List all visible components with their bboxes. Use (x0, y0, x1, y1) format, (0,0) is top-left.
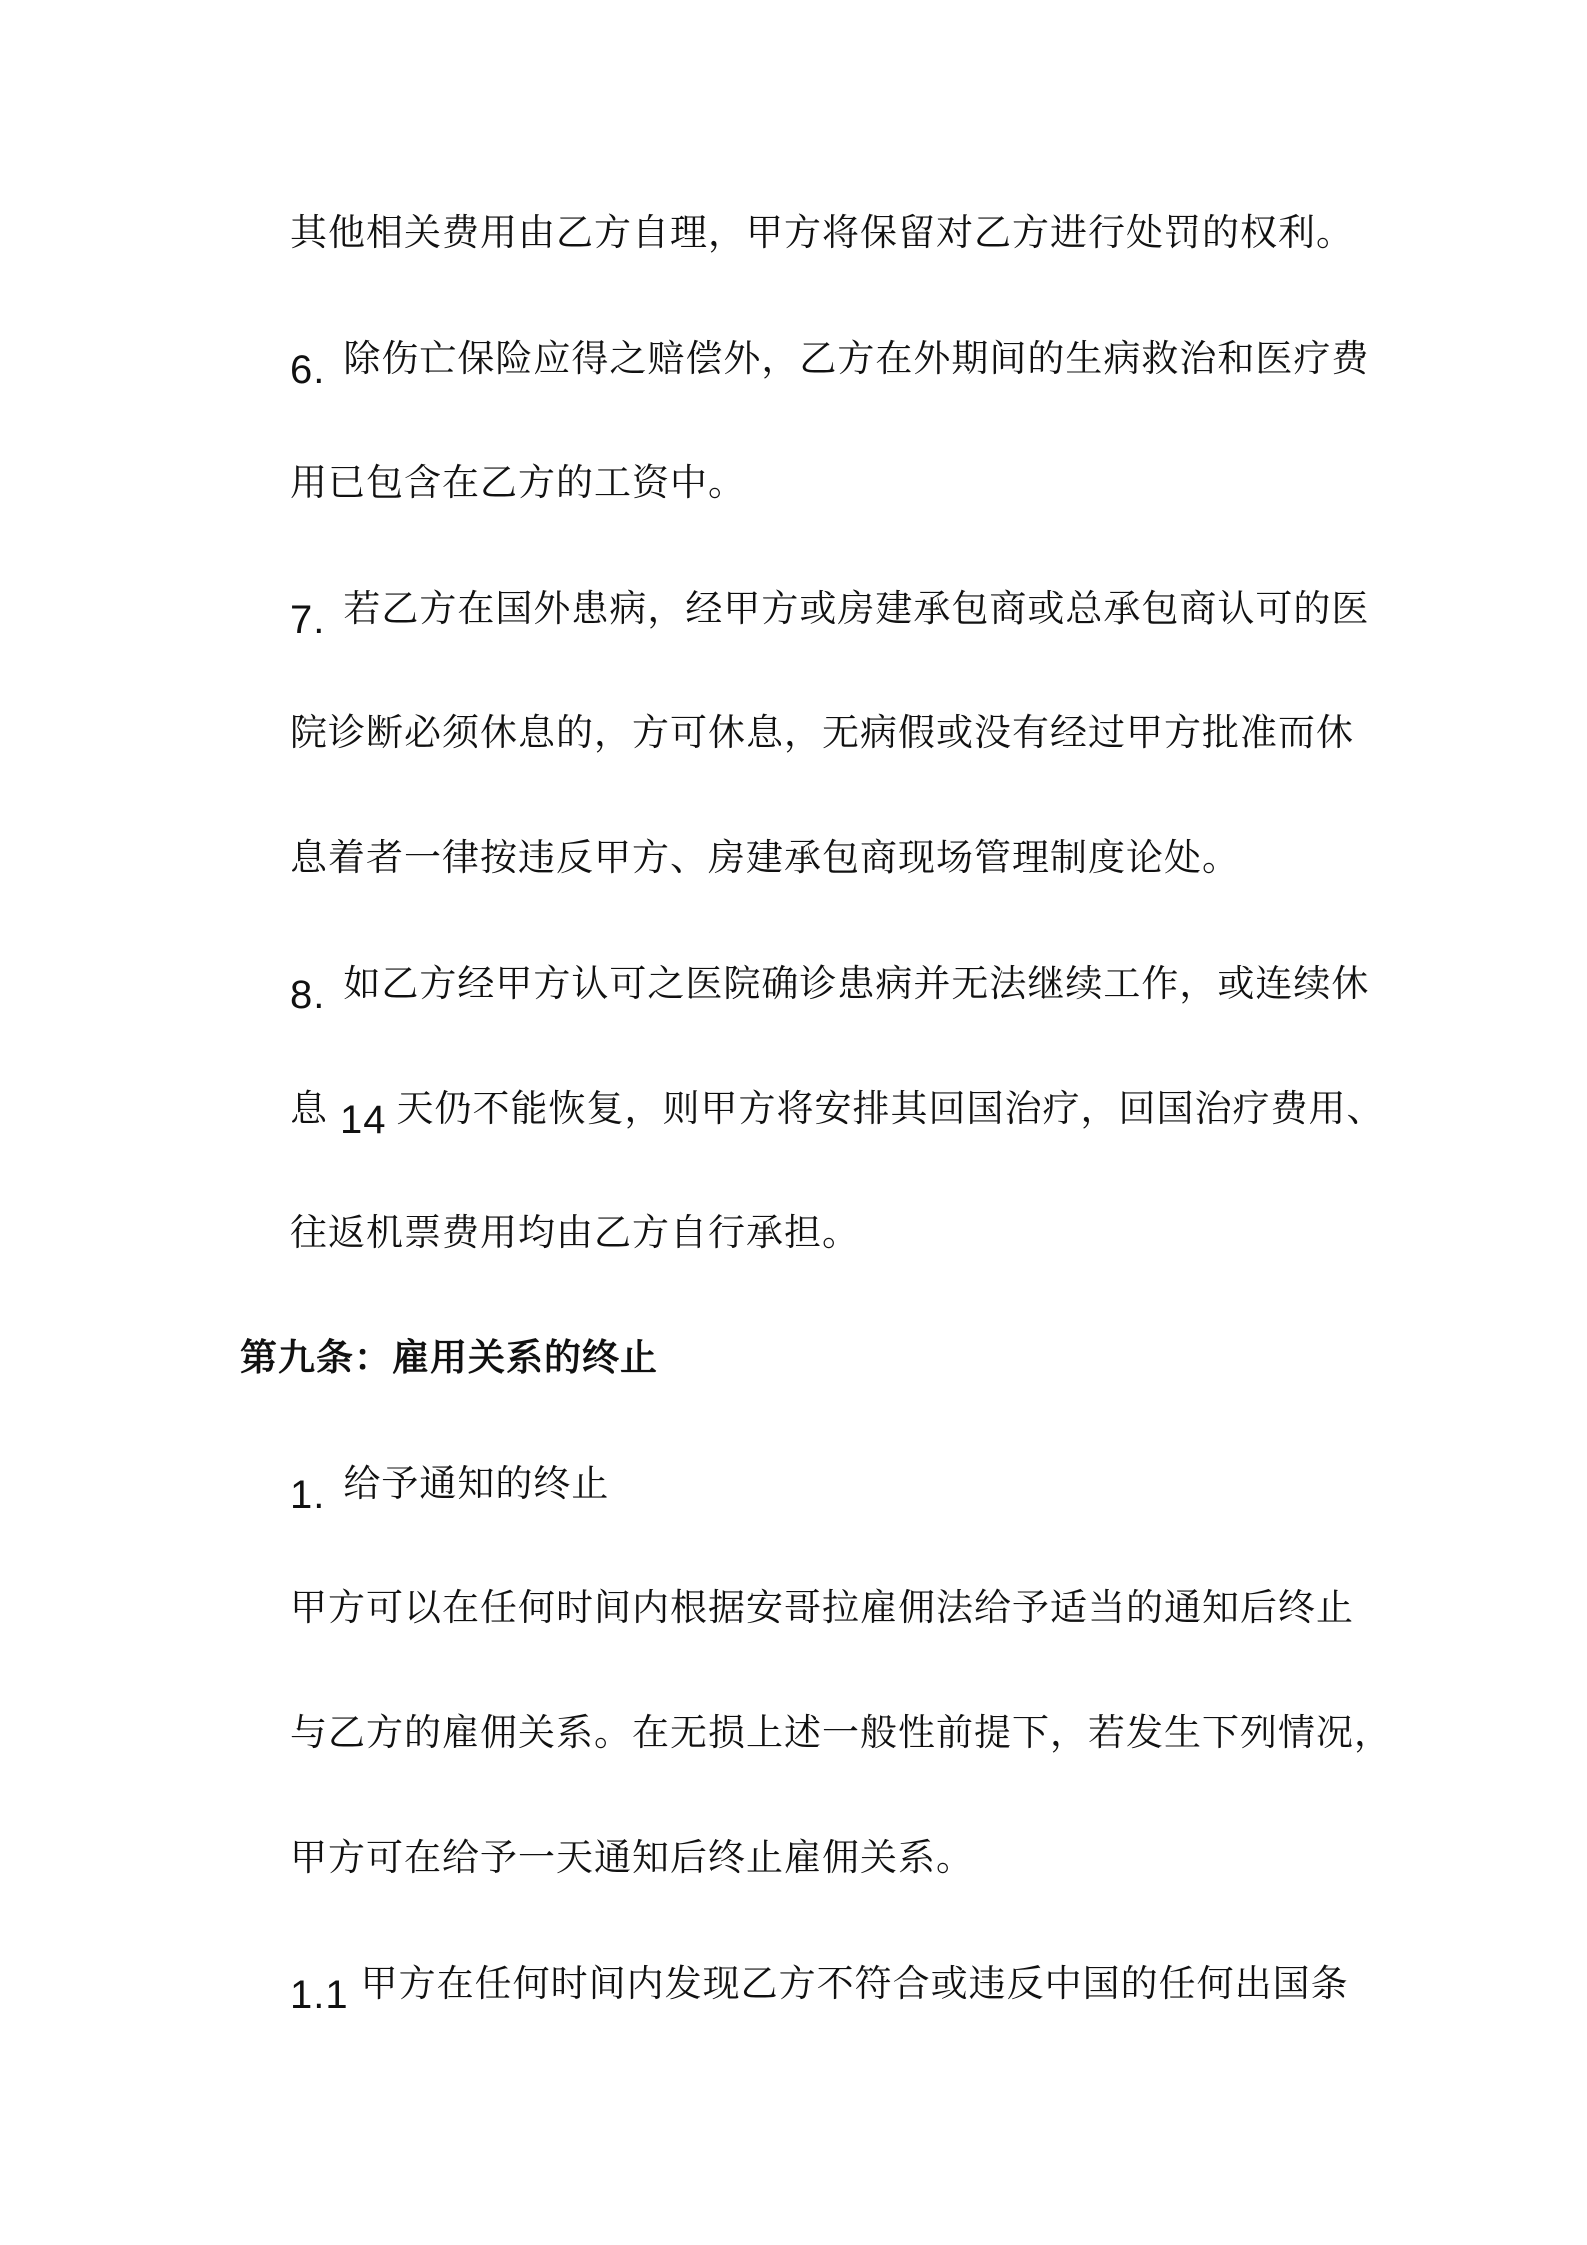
line-text: 甲方可以在任何时间内根据安哥拉雇佣法给予适当的通知后终止 (290, 1586, 1354, 1629)
paragraph-line (290, 1583, 1354, 1633)
paragraph-line (290, 1083, 1385, 1142)
list-item-7 (290, 583, 1370, 642)
paragraph-line (290, 1208, 1350, 1258)
item-number: 1.1 (290, 1973, 349, 2017)
line-text: 与乙方的雇佣关系。在无损上述一般性前提下，若发生下列情况， (290, 1711, 1392, 1754)
paragraph-line (290, 1833, 1350, 1883)
paragraph-line (290, 458, 1350, 508)
line-text: 用已包含在乙方的工资中。 (290, 461, 746, 504)
line-text-end: 天仍不能恢复，则甲方将安排其回国治疗，回国治疗费用、 (396, 1087, 1385, 1130)
list-item-6 (290, 333, 1370, 392)
paragraph-line (290, 208, 1354, 258)
list-item-1-1 (290, 1958, 1350, 2017)
line-text-start: 息 (290, 1087, 328, 1130)
line-text: 息着者一律按违反甲方、房建承包商现场管理制度论处。 (290, 836, 1240, 879)
item-number: 6. (290, 348, 326, 392)
item-text: 给予通知的终止 (343, 1462, 610, 1505)
list-item-1 (290, 1458, 1350, 1517)
item-number: 1. (290, 1473, 326, 1517)
paragraph-line (290, 833, 1350, 883)
line-text: 院诊断必须休息的，方可休息，无病假或没有经过甲方批准而休 (290, 711, 1354, 754)
article-heading (240, 1333, 1300, 1383)
item-text: 除伤亡保险应得之赔偿外，乙方在外期间的生病救治和医疗费 (343, 337, 1370, 380)
item-text: 若乙方在国外患病，经甲方或房建承包商或总承包商认可的医 (343, 587, 1370, 630)
paragraph-line (290, 1708, 1392, 1758)
item-number: 7. (290, 598, 326, 642)
inline-number: 14 (340, 1098, 387, 1142)
line-text: 往返机票费用均由乙方自行承担。 (290, 1211, 860, 1254)
item-text: 甲方在任何时间内发现乙方不符合或违反中国的任何出国条 (360, 1962, 1349, 2005)
item-number: 8. (290, 973, 326, 1017)
list-item-8 (290, 958, 1370, 1017)
line-text: 其他相关费用由乙方自理，甲方将保留对乙方进行处罚的权利。 (290, 211, 1354, 254)
heading-text: 第九条：雇用关系的终止 (240, 1336, 658, 1379)
line-text: 甲方可在给予一天通知后终止雇佣关系。 (290, 1836, 974, 1879)
item-text: 如乙方经甲方认可之医院确诊患病并无法继续工作，或连续休 (343, 962, 1370, 1005)
paragraph-line (290, 708, 1354, 758)
